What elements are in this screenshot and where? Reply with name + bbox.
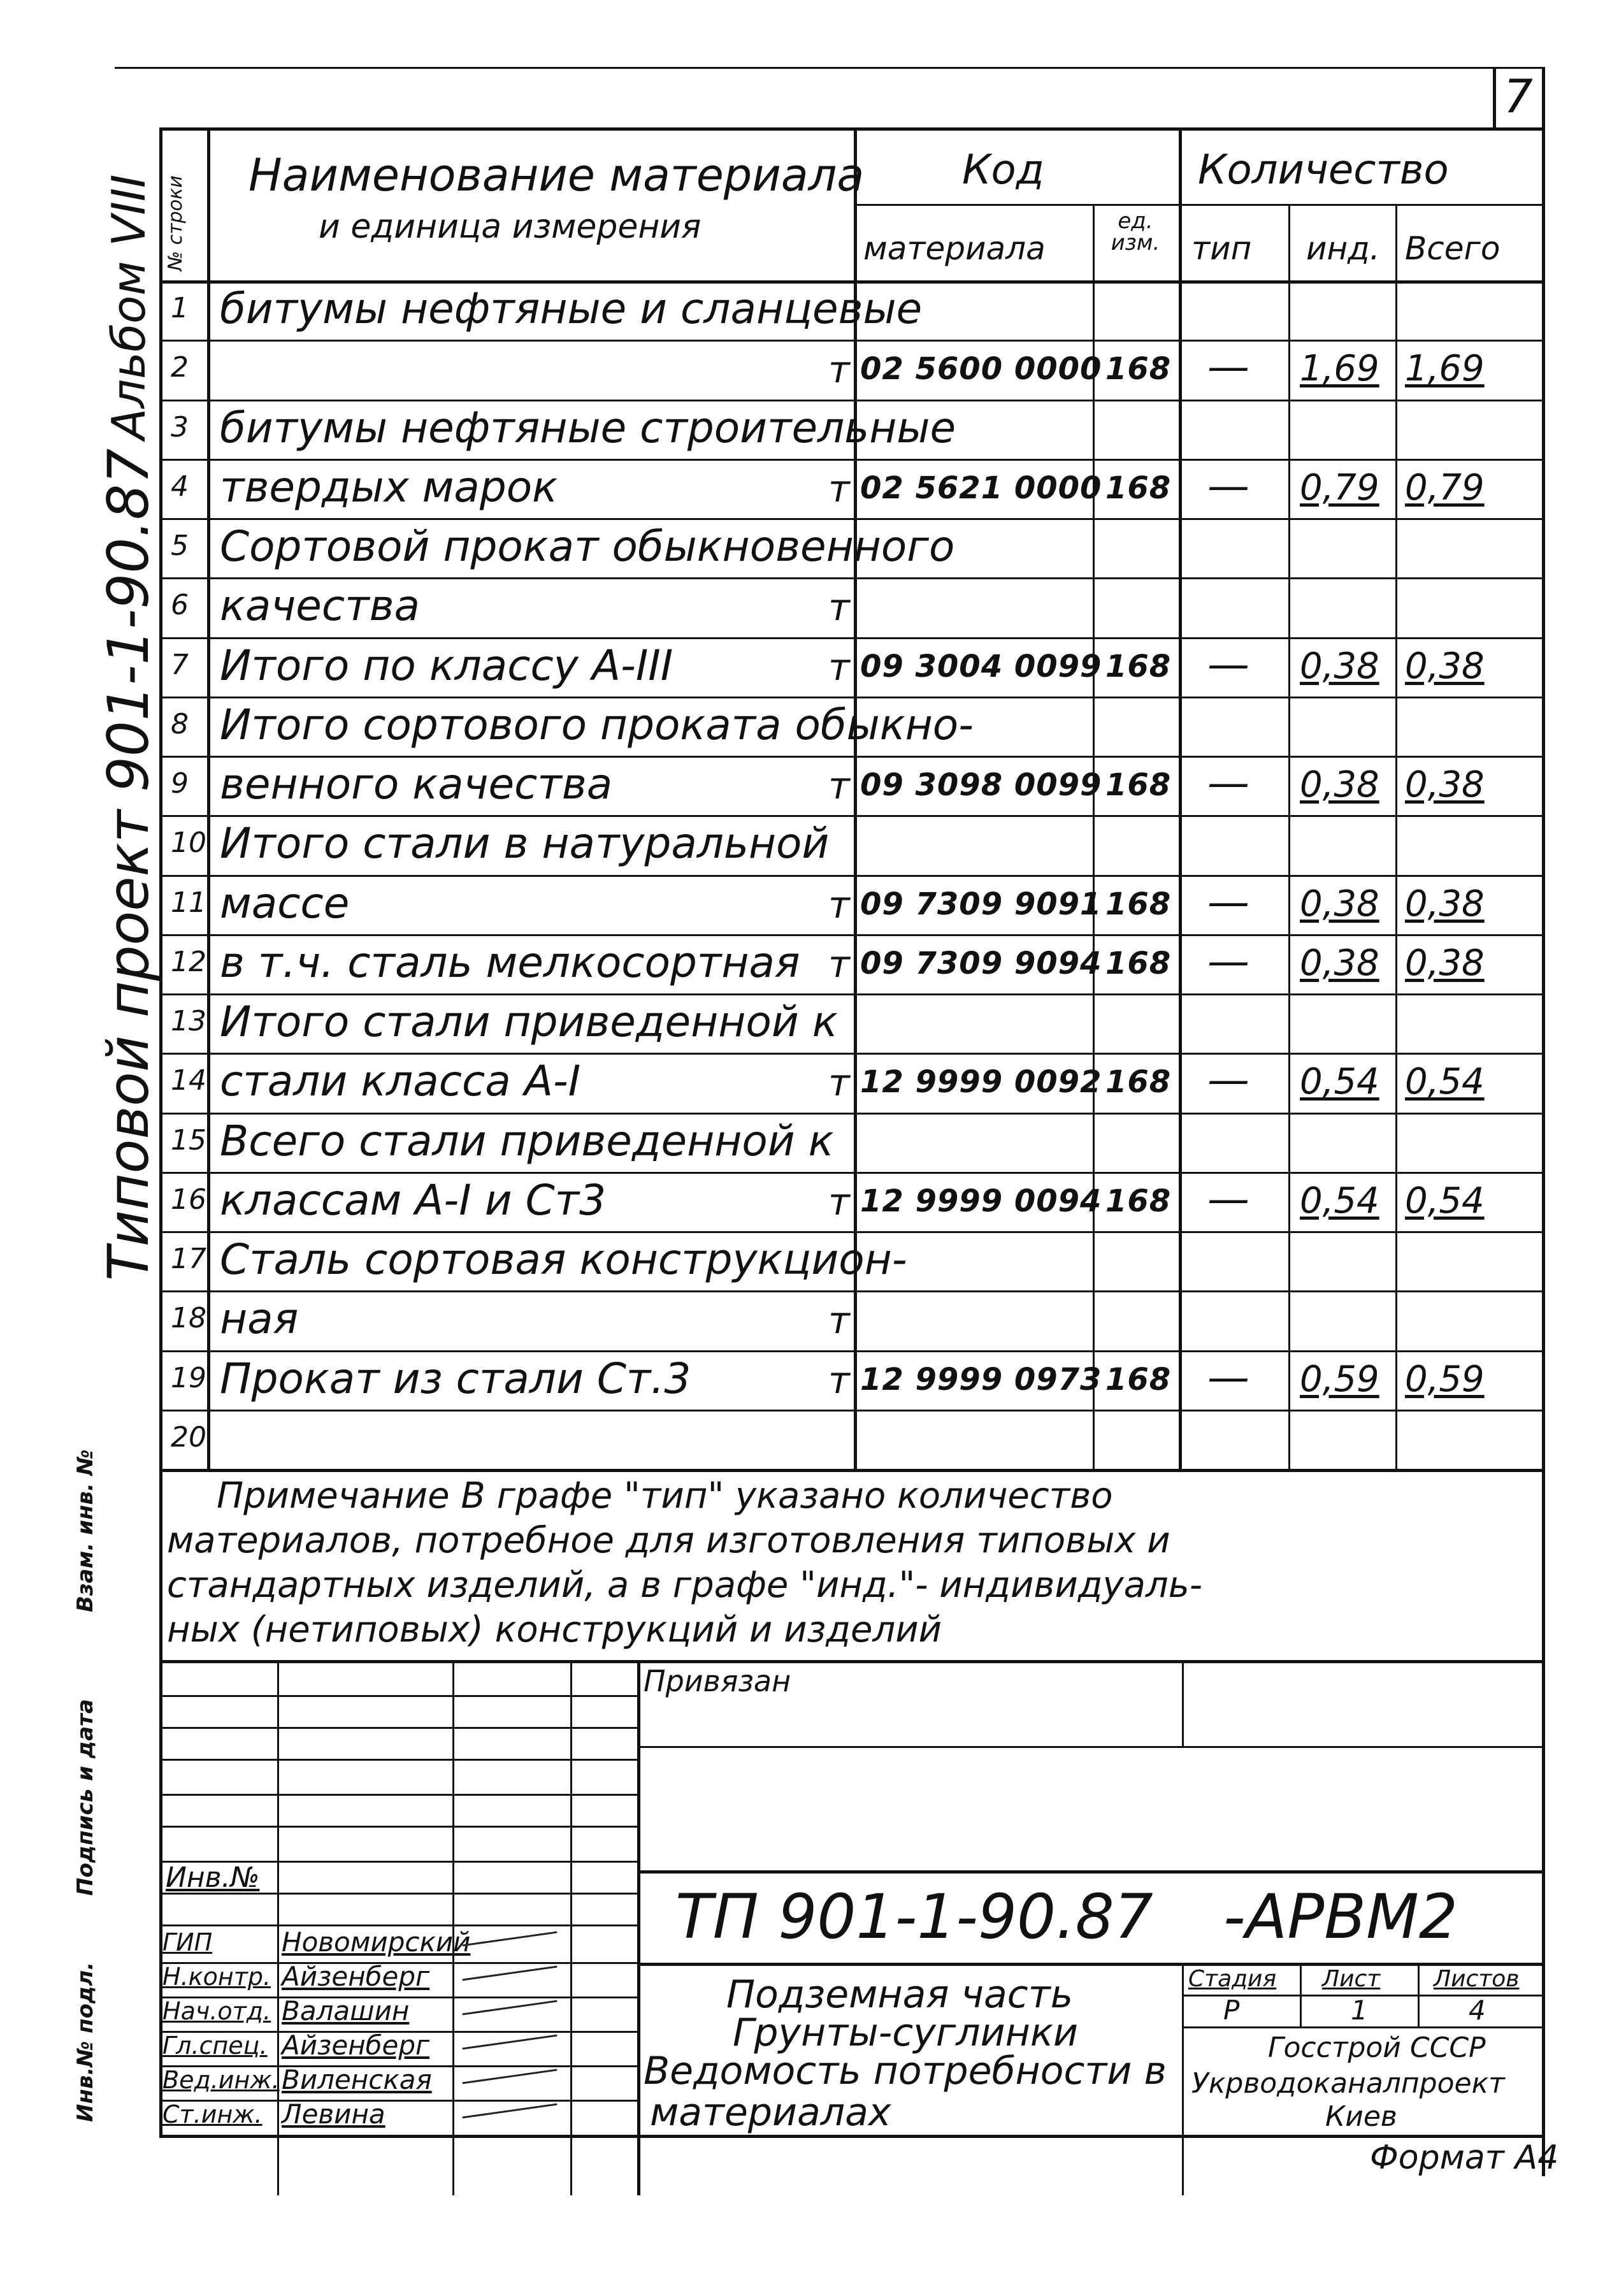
sheet-value: 1 (1351, 1995, 1368, 2026)
signature (463, 2035, 558, 2050)
row-number: 4 (171, 470, 189, 503)
row-separator (159, 340, 1542, 342)
row-number: 14 (171, 1064, 206, 1097)
col-name-header-l1: Наименование материала (248, 149, 865, 201)
stamp-col1 (277, 1660, 279, 2195)
note-line2: материалов, потребное для изготовления типовых и (167, 1520, 1170, 1561)
row-qty-ind: 0,38 (1300, 942, 1379, 984)
row-separator (159, 875, 1542, 877)
stage-value: Р (1223, 1995, 1240, 2026)
row-unit-code: 168 (1105, 1183, 1172, 1219)
signer-separator (159, 1996, 637, 1998)
left-border (159, 127, 162, 2135)
row-unit-code: 168 (1105, 945, 1172, 981)
row-unit-code: 168 (1105, 886, 1172, 922)
row-number: 11 (171, 886, 206, 919)
row-qty-ind: 0,38 (1300, 883, 1379, 925)
row-qty-tip: — (1207, 758, 1249, 807)
row-unit: т (828, 1061, 850, 1105)
row-qty-total: 0,54 (1405, 1180, 1485, 1222)
row-name: классам А-I и Ст3 (220, 1175, 607, 1225)
row-qty-ind: 1,69 (1300, 348, 1379, 390)
project-label: Типовой проект 901-1-90.87 (96, 448, 161, 1281)
unit-col-line (1179, 127, 1182, 1469)
row-code: 12 9999 0094 (860, 1183, 1102, 1219)
signer-role: Нач.отд. (162, 1997, 271, 2025)
row-separator (159, 1290, 1542, 1292)
signature (463, 1931, 558, 1947)
signer-name: Новомирский (282, 1926, 471, 1958)
row-unit: т (828, 586, 850, 630)
row-number: 1 (171, 292, 189, 324)
stage-block-h2 (1182, 2026, 1542, 2028)
row-unit: т (828, 645, 850, 689)
row-code: 02 5621 0000 (860, 470, 1102, 506)
stamp-privyaz-split (1182, 1660, 1184, 1746)
right-border (1542, 67, 1545, 2176)
row-unit: т (828, 1358, 850, 1402)
row-number: 3 (171, 410, 189, 444)
qty-tip-header: тип (1191, 230, 1252, 267)
row-code: 02 5600 0000 (860, 351, 1102, 387)
title-line2: Грунты-суглинки (733, 2011, 1079, 2055)
vzam-label: Взам. инв. № (73, 1449, 98, 1612)
inv-podl-label: Инв.№ подл. (73, 1961, 98, 2122)
signer-role: Гл.спец. (162, 2032, 268, 2060)
row-qty-total: 0,54 (1405, 1061, 1485, 1103)
page-number-frame (1493, 67, 1496, 127)
row-number: 10 (171, 827, 206, 860)
row-qty-tip: — (1207, 1352, 1249, 1402)
row-qty-ind: 0,38 (1300, 764, 1379, 805)
row-unit: т (828, 348, 850, 392)
stamp-h6 (159, 1826, 637, 1828)
note-line3: стандартных изделий, а в графе "инд."- индивидуаль- (167, 1564, 1202, 1606)
row-separator (159, 459, 1542, 461)
qty-header: Количество (1198, 147, 1449, 194)
tip-col-line (1288, 204, 1290, 1469)
row-unit-code: 168 (1105, 1064, 1172, 1101)
ind-col-line (1395, 204, 1397, 1469)
row-number: 9 (171, 767, 189, 800)
stamp-top (159, 1660, 1542, 1663)
row-name: качества (220, 581, 420, 631)
row-qty-ind: 0,79 (1300, 466, 1379, 509)
row-separator (159, 815, 1542, 817)
format-label: Формат А4 (1370, 2139, 1559, 2177)
col-num-header: № строки (164, 175, 187, 271)
row-name: Сортовой прокат обыкновенного (220, 522, 955, 571)
row-code: 09 7309 9091 (860, 886, 1102, 922)
row-name: Итого сортового проката обыкно- (220, 700, 974, 749)
signer-role: ГИП (162, 1928, 213, 1956)
row-qty-tip: — (1207, 877, 1249, 927)
row-separator (159, 1410, 1542, 1412)
row-unit: т (828, 1299, 850, 1343)
row-code: 12 9999 0973 (860, 1361, 1102, 1397)
row-name: венного качества (220, 760, 613, 809)
code-header: Код (962, 147, 1044, 194)
stamp-h4 (159, 1759, 637, 1761)
row-unit: т (828, 764, 850, 807)
row-name: битумы нефтяные строительные (220, 403, 956, 452)
row-qty-tip: — (1207, 1174, 1249, 1224)
stamp-h1 (159, 1695, 637, 1697)
row-unit-code: 168 (1105, 1361, 1172, 1397)
row-name: массе (220, 878, 350, 928)
qty-ind-header: инд. (1306, 230, 1380, 267)
signature (463, 2000, 558, 2016)
row-number: 8 (171, 707, 189, 740)
stamp-bottom (159, 2135, 1542, 2138)
doc-mark: -АРВМ2 (1223, 1881, 1458, 1953)
row-separator (159, 1172, 1542, 1174)
row-separator (159, 1113, 1542, 1115)
row-qty-ind: 0,54 (1300, 1061, 1379, 1103)
row-separator (159, 1231, 1542, 1233)
table-bottom (159, 1469, 1542, 1472)
row-code: 09 3098 0099 (860, 767, 1102, 803)
row-qty-total: 0,59 (1405, 1358, 1485, 1400)
title-line3: Ведомость потребности в (644, 2049, 1167, 2093)
table-top-border (159, 127, 1542, 131)
row-separator (159, 637, 1542, 639)
row-unit: т (828, 1180, 850, 1224)
row-name: битумы нефтяные и сланцевые (220, 284, 923, 333)
signer-separator (159, 2031, 637, 2033)
row-name: Итого по классу А-III (220, 640, 673, 690)
row-separator (159, 518, 1542, 520)
sheets-header: Листов (1434, 1966, 1520, 1992)
org-line2: Укрводоканалпроект (1191, 2067, 1505, 2100)
row-separator (159, 1053, 1542, 1055)
row-separator (159, 577, 1542, 579)
row-number: 17 (171, 1243, 206, 1275)
row-qty-total: 0,38 (1405, 764, 1485, 805)
signer-separator (159, 2065, 637, 2067)
stage-header: Стадия (1188, 1966, 1277, 1992)
org-line1: Госстрой СССР (1268, 2032, 1486, 2064)
row-number: 2 (171, 351, 189, 384)
row-code: 09 3004 0099 (860, 648, 1102, 684)
row-qty-total: 0,38 (1405, 942, 1485, 984)
signature (463, 1966, 558, 1981)
row-name: Итого стали приведенной к (220, 997, 838, 1046)
stamp-col3 (570, 1660, 572, 2195)
row-unit-code: 168 (1105, 351, 1172, 387)
row-unit-code: 168 (1105, 648, 1172, 684)
album-label: Альбом VIII (102, 174, 155, 440)
row-name: ная (220, 1294, 299, 1344)
row-name: Всего стали приведенной к (220, 1116, 834, 1166)
qty-total-header: Всего (1405, 230, 1500, 267)
stamp-h9 (637, 1870, 1542, 1874)
stamp-col4 (637, 1660, 640, 2195)
row-separator (159, 756, 1542, 758)
doc-code: ТП 901-1-90.87 (675, 1881, 1153, 1953)
stage-block-left (1182, 1963, 1184, 2195)
row-separator (159, 1350, 1542, 1352)
stamp-h3 (637, 1746, 1542, 1748)
row-separator (159, 934, 1542, 936)
row-separator (159, 993, 1542, 995)
note-line1: Примечание В графе "тип" указано количество (217, 1475, 1113, 1517)
signer-name: Айзенберг (282, 2030, 430, 2061)
code-col-line (1093, 204, 1095, 1469)
signer-name: Левина (282, 2098, 385, 2130)
sheets-value: 4 (1469, 1995, 1486, 2026)
stamp-h5 (159, 1794, 637, 1796)
stamp-h11 (637, 1963, 1542, 1966)
row-qty-tip: — (1207, 461, 1249, 510)
signature (463, 2069, 558, 2084)
row-qty-total: 0,79 (1405, 466, 1485, 509)
code-mat-header: материала (863, 230, 1046, 267)
signer-role: Ст.инж. (162, 2100, 263, 2128)
row-name: стали класса А-I (220, 1057, 581, 1106)
row-number: 5 (171, 530, 189, 562)
row-qty-total: 0,38 (1405, 883, 1485, 925)
signer-name: Виленская (282, 2064, 432, 2095)
row-qty-tip: — (1207, 639, 1249, 689)
row-number: 15 (171, 1123, 206, 1157)
row-qty-ind: 0,59 (1300, 1358, 1379, 1400)
row-qty-total: 1,69 (1405, 348, 1485, 390)
row-qty-ind: 0,54 (1300, 1180, 1379, 1222)
row-number: 6 (171, 589, 189, 622)
signer-role: Н.контр. (162, 1963, 271, 1991)
row-unit: т (828, 466, 850, 510)
title-line4: материалах (650, 2090, 891, 2135)
row-separator (159, 400, 1542, 401)
num-col-line (207, 127, 210, 1469)
row-qty-ind: 0,38 (1300, 645, 1379, 687)
row-unit: т (828, 883, 850, 927)
header-split (854, 204, 1542, 206)
inv-no-label: Инв.№ (166, 1861, 260, 1894)
row-qty-tip: — (1207, 342, 1249, 392)
row-number: 12 (171, 945, 206, 978)
row-name: в т.ч. сталь мелкосортная (220, 937, 800, 987)
row-number: 13 (171, 1005, 206, 1037)
row-unit-code: 168 (1105, 470, 1172, 506)
row-number: 19 (171, 1361, 206, 1394)
sheet-header: Лист (1322, 1966, 1381, 1992)
row-name: Сталь сортовая конструкцион- (220, 1235, 907, 1284)
row-number: 18 (171, 1302, 206, 1335)
row-separator (159, 697, 1542, 698)
row-code: 09 7309 9094 (860, 945, 1102, 981)
row-number: 16 (171, 1183, 206, 1216)
code-unit-header: ед. изм. (1111, 208, 1160, 256)
privyazan-label: Привязан (644, 1664, 791, 1698)
podpis-label: Подпись и дата (73, 1699, 98, 1896)
signer-name: Айзенберг (282, 1961, 430, 1992)
row-code: 12 9999 0092 (860, 1064, 1102, 1101)
row-number: 20 (171, 1420, 206, 1454)
col-name-header-l2: и единица измерения (319, 208, 702, 246)
signer-separator (159, 1962, 637, 1964)
top-border (115, 67, 1542, 69)
title-line1: Подземная часть (726, 1972, 1074, 2017)
row-number: 7 (171, 648, 189, 681)
org-line3: Киев (1325, 2100, 1397, 2133)
row-name: Итого стали в натуральной (220, 819, 830, 869)
note-line4: ных (нетиповых) конструкций и изделий (167, 1609, 942, 1650)
signer-name: Валашин (282, 1995, 410, 2026)
row-name: Прокат из стали Ст.3 (220, 1354, 691, 1403)
signer-role: Вед.инж. (162, 2066, 280, 2094)
row-name: твердых марок (220, 462, 558, 512)
page-number: 7 (1504, 69, 1533, 123)
row-unit-code: 168 (1105, 767, 1172, 803)
row-qty-tip: — (1207, 936, 1249, 986)
row-qty-tip: — (1207, 1055, 1249, 1105)
stamp-h2 (159, 1727, 637, 1729)
signature (463, 2104, 558, 2119)
row-qty-total: 0,38 (1405, 645, 1485, 687)
header-bottom (159, 280, 1542, 284)
signer-separator (159, 2100, 637, 2102)
row-unit: т (828, 942, 850, 986)
